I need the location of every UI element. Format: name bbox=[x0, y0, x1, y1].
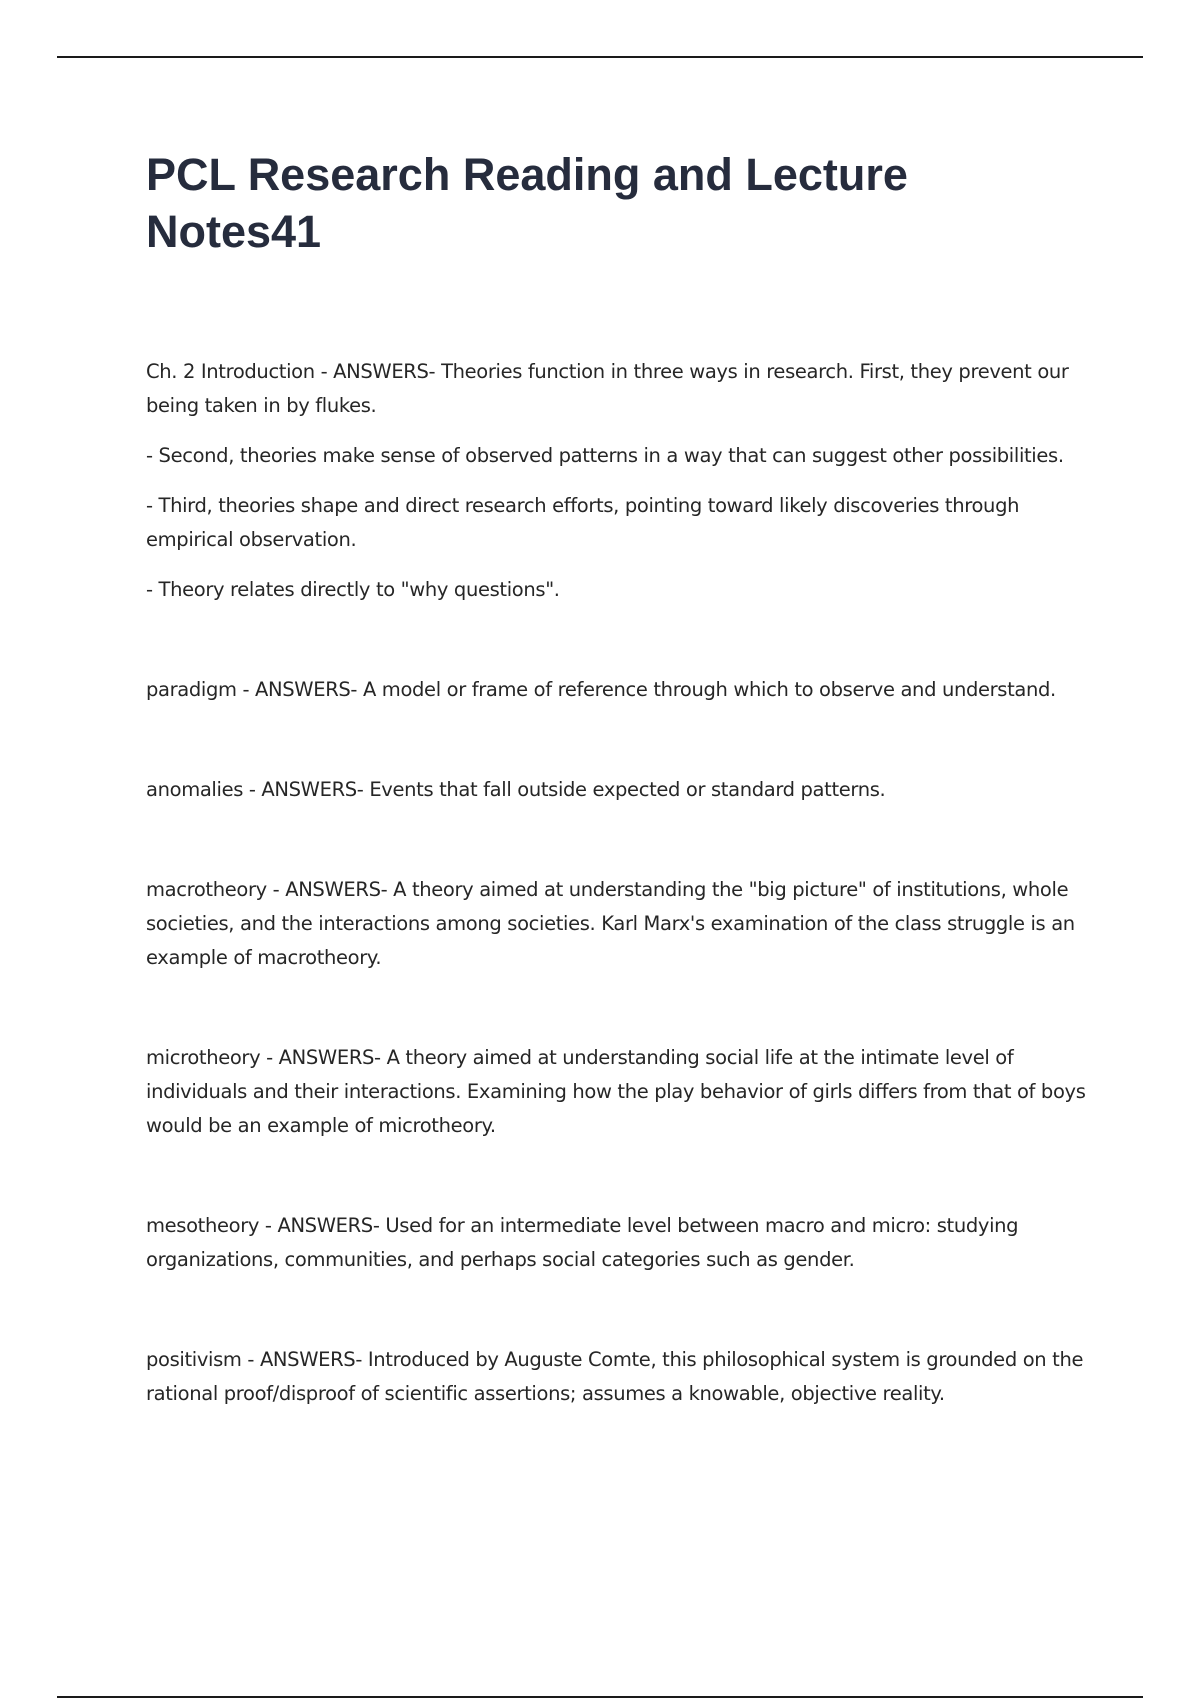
paragraph-ch2-introduction: Ch. 2 Introduction - ANSWERS- Theories function in three ways in research. First, they prevent our being taken in by flukes. bbox=[146, 360, 1069, 417]
paragraph-why-questions: - Theory relates directly to "why questions". bbox=[146, 578, 560, 601]
definition-microtheory: microtheory - ANSWERS- A theory aimed at understanding social life at the intimate level of individuals and their interactions. Examining how the play behavior of girls differs from that of boys would be an example of microtheory. bbox=[146, 1046, 1086, 1137]
definition-positivism: positivism - ANSWERS- Introduced by Auguste Comte, this philosophical system is grounded on the rational proof/disproof of scientific assertions; assumes a knowable, objective reality. bbox=[146, 1348, 1084, 1405]
paragraph-third-point: - Third, theories shape and direct research efforts, pointing toward likely discoveries through empirical observation. bbox=[146, 494, 1020, 551]
top-divider bbox=[57, 56, 1143, 58]
bottom-divider bbox=[57, 1696, 1143, 1698]
definition-macrotheory: macrotheory - ANSWERS- A theory aimed at understanding the "big picture" of institutions, whole societies, and the interactions among societies. Karl Marx's examination of the class struggle is an example of macrotheory. bbox=[146, 878, 1075, 969]
definition-mesotheory: mesotheory - ANSWERS- Used for an intermediate level between macro and micro: studying organizations, communities, and perhaps social categories such as gender. bbox=[146, 1214, 1019, 1271]
paragraph-second-point: - Second, theories make sense of observed patterns in a way that can suggest other possibilities. bbox=[146, 444, 1064, 467]
page-title: PCL Research Reading and Lecture Notes41 bbox=[146, 149, 908, 257]
definition-paradigm: paradigm - ANSWERS- A model or frame of reference through which to observe and understand. bbox=[146, 678, 1056, 701]
document-body bbox=[146, 355, 1096, 1411]
definition-anomalies: anomalies - ANSWERS- Events that fall outside expected or standard patterns. bbox=[146, 778, 886, 801]
